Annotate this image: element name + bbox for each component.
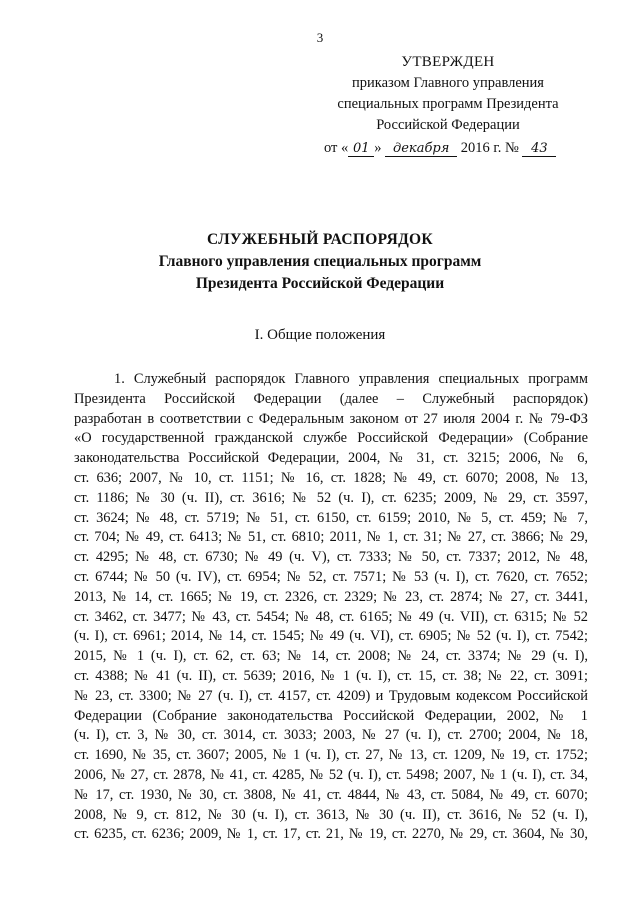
date-quote-close: » [374, 140, 382, 156]
document-title [0, 229, 640, 295]
body-line: Федерации (Собрание законодательства Российской Федерации, 2002, № 1 [74, 707, 588, 724]
section-heading: I. Общие положения [254, 327, 386, 343]
approval-line: приказом Главного управления [352, 75, 544, 91]
body-line: ст. 4388; № 41 (ч. II), ст. 5639; 2016, № 1 (ч. I), ст. 15, ст. 38; № 22, ст. 3091; [74, 667, 588, 684]
body-line: «О государственной гражданской службе Российской Федерации» (Собрание [74, 430, 588, 447]
body-line: 2015, № 1 (ч. I), ст. 62, ст. 63; № 14, ст. 2008; № 24, ст. 3374; № 29 (ч. I), [74, 648, 588, 665]
approval-date-line [318, 138, 578, 159]
date-year-number-label: 2016 г. № [460, 140, 519, 156]
handwritten-day: 01 [348, 141, 374, 157]
title-line: СЛУЖЕБНЫЙ РАСПОРЯДОК [207, 231, 433, 248]
title-line: Главного управления специальных программ [158, 253, 482, 270]
approval-line: специальных программ Президента [337, 96, 559, 112]
body-line: (ч. I), ст. 3, № 30, ст. 3014, ст. 3033; 2003, № 27 (ч. I), ст. 2700; 2004, № 18, [74, 727, 588, 744]
body-line: ст. 6235, ст. 6236; 2009, № 1, ст. 17, ст. 21, № 19, ст. 2270, № 29, ст. 3604, № 30, [74, 826, 588, 843]
body-line: ст. 636; 2007, № 10, ст. 1151; № 16, ст. 1828; № 49, ст. 6070; 2008, № 13, [74, 469, 588, 486]
body-line: ст. 3624; № 48, ст. 5719; № 51, ст. 6150, ст. 6159; 2010, № 5, ст. 459; № 7, [74, 509, 588, 526]
body-line: ст. 704; № 49, ст. 6413; № 51, ст. 6810; 2011, № 1, ст. 31; № 27, ст. 3866; № 29, [74, 529, 588, 546]
body-line: ст. 4295; № 48, ст. 6730; № 49 (ч. V), ст. 7333; № 50, ст. 7337; 2012, № 48, [74, 549, 588, 566]
body-line: 2006, № 27, ст. 2878, № 41, ст. 4285, № 52 (ч. I), ст. 5498; 2007, № 1 (ч. I), ст. 34, [74, 766, 588, 783]
date-prefix: от « [324, 140, 349, 156]
body-paragraph [74, 370, 588, 845]
body-line: № 23, ст. 3300; № 27 (ч. I), ст. 4157, ст. 4209) и Трудовым кодексом Российской [74, 687, 588, 704]
body-line: (ч. I), ст. 6961; 2014, № 14, ст. 1545; № 49 (ч. VI), ст. 6905; № 52 (ч. I), ст. 7542; [74, 628, 588, 645]
approval-line: Российской Федерации [376, 117, 520, 133]
page-number: 3 [316, 30, 324, 45]
approval-heading: УТВЕРЖДЕН [401, 54, 495, 70]
body-line: ст. 6744; № 50 (ч. IV), ст. 6954; № 52, ст. 7571; № 53 (ч. I), ст. 7620, ст. 7652; [74, 568, 588, 585]
body-line: 2013, № 14, ст. 1665; № 19, ст. 2326, ст. 2329; № 23, ст. 2874; № 27, ст. 3441, [74, 588, 588, 605]
body-line: законодательства Российской Федерации, 2004, № 31, ст. 3215; 2006, № 6, [74, 450, 588, 467]
body-line: ст. 1690, № 35, ст. 3607; 2005, № 1 (ч. I), ст. 27, № 13, ст. 1209, № 19, ст. 1752; [74, 747, 588, 764]
approval-stamp-block [318, 52, 578, 159]
body-line: 1. Служебный распорядок Главного управления специальных программ [114, 371, 588, 387]
body-line: Президента Российской Федерации (далее – Служебный распорядок) [74, 390, 588, 407]
body-line: № 17, ст. 1930, № 30, ст. 3808, № 41, ст. 4844, № 43, ст. 5084, № 49, ст. 6070; [74, 786, 588, 803]
body-line: разработан в соответствии с Федеральным законом от 27 июля 2004 г. № 79-ФЗ [74, 410, 588, 427]
body-line: 2008, № 9, ст. 812, № 30 (ч. I), ст. 3613, № 30 (ч. II), ст. 3616, № 52 (ч. I), [74, 806, 588, 823]
body-line: ст. 1186; № 30 (ч. II), ст. 3616; № 52 (ч. I), ст. 6235; 2009, № 29, ст. 3597, [74, 489, 588, 506]
title-line: Президента Российской Федерации [195, 275, 445, 292]
handwritten-month: декабря [385, 141, 457, 157]
handwritten-order-number: 43 [522, 141, 556, 157]
body-line: ст. 3462, ст. 3477; № 43, ст. 5454; № 48, ст. 6165; № 49 (ч. VII), ст. 6315; № 52 [74, 608, 588, 625]
